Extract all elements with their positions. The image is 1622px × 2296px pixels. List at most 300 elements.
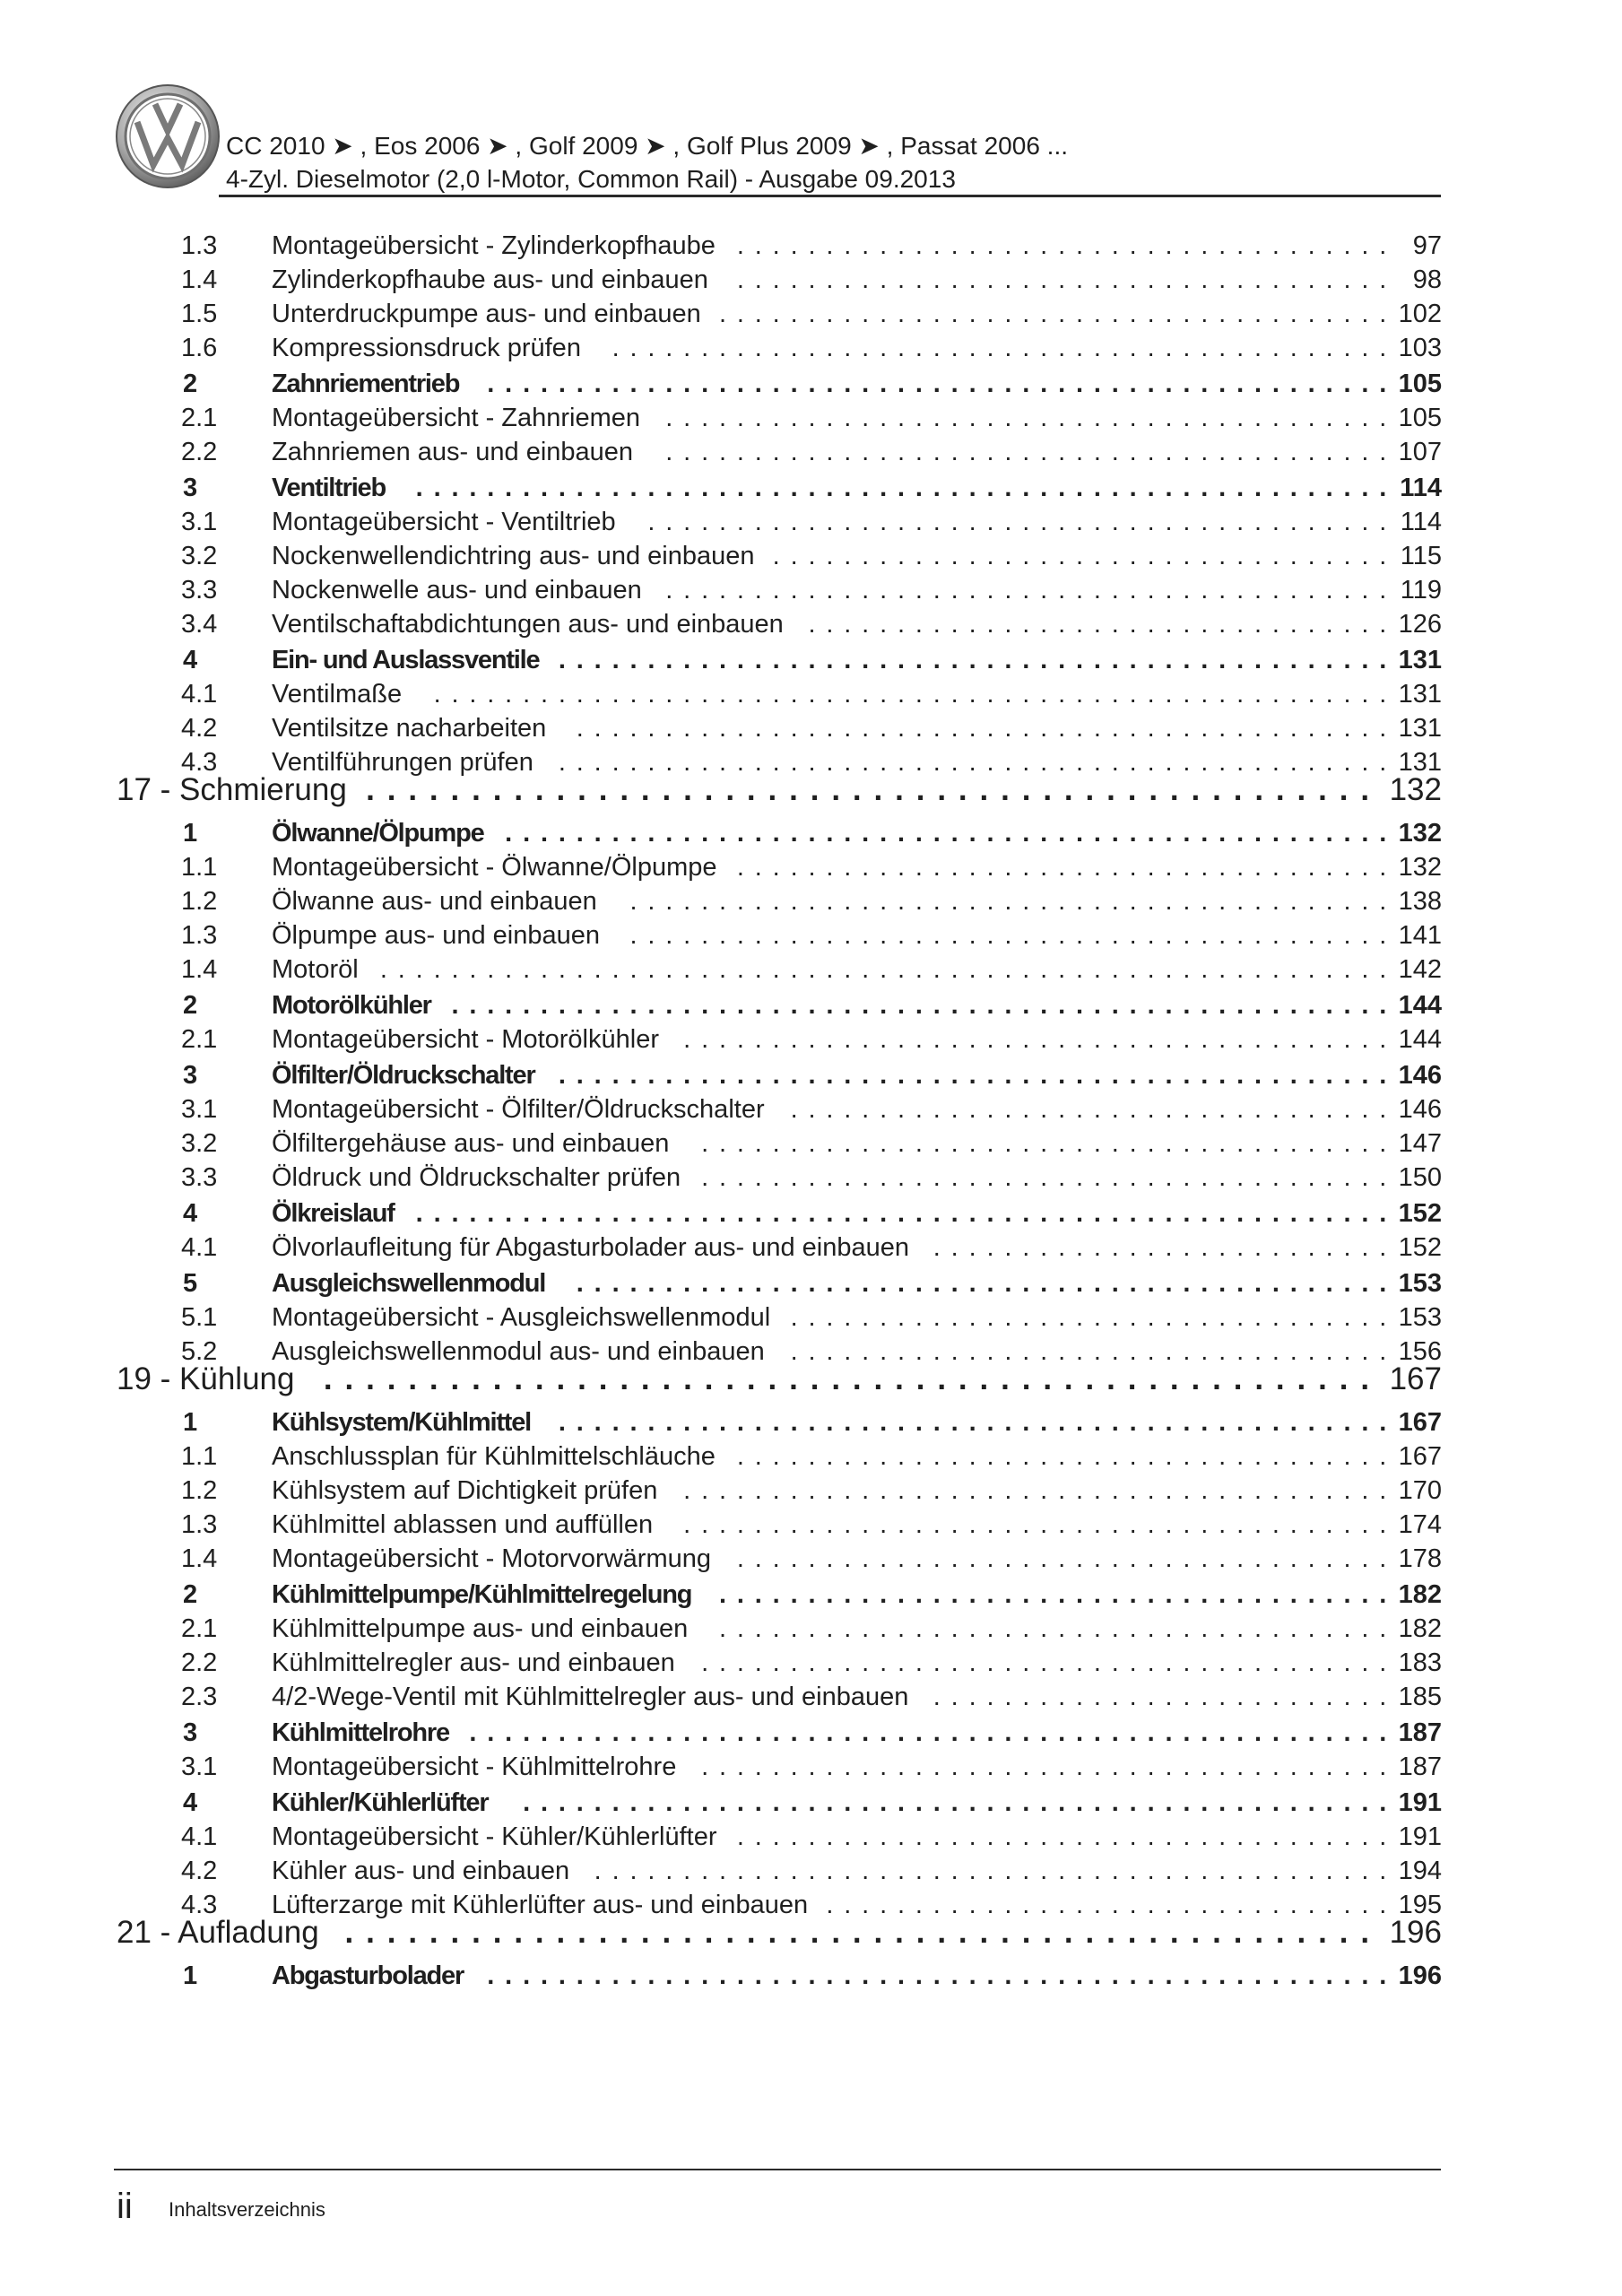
toc-subsection[interactable] — [0, 1855, 1622, 1887]
dot-leader: . — [1129, 853, 1137, 882]
dot-leader: . — [718, 334, 727, 362]
toc-subsection[interactable] — [0, 885, 1622, 918]
dot-leader: . — [1111, 1718, 1119, 1747]
toc-subsection[interactable] — [0, 1023, 1622, 1056]
toc-entry-number: 1.3 — [181, 231, 218, 260]
dot-leader: . — [754, 1857, 762, 1885]
dot-leader: . — [1147, 1408, 1155, 1437]
dot-leader: . — [968, 1303, 976, 1332]
dot-leader: . — [472, 772, 481, 807]
dot-leader: . — [950, 1129, 958, 1158]
dot-leader: . — [492, 1915, 502, 1950]
toc-subsection[interactable] — [0, 1474, 1622, 1507]
dot-leader: . — [897, 1025, 906, 1054]
dot-leader: . — [880, 1752, 888, 1781]
dot-leader: . — [1004, 1857, 1012, 1885]
dot-leader: . — [1165, 1857, 1173, 1885]
dot-leader: . — [523, 1961, 531, 1990]
dot-leader: . — [1183, 955, 1191, 984]
dot-leader: . — [1040, 748, 1048, 777]
dot-leader: . — [1236, 1199, 1245, 1228]
dot-leader: . — [950, 1095, 958, 1124]
dot-leader: . — [1201, 1061, 1209, 1090]
dot-leader: . — [344, 1361, 354, 1396]
dot-leader: . — [1129, 610, 1137, 639]
dot-leader: . — [950, 748, 958, 777]
dot-leader: . — [880, 1129, 888, 1158]
dot-leader: . — [1253, 1891, 1262, 1919]
toc-section[interactable] — [0, 368, 1622, 400]
dot-leader: . — [1075, 1199, 1084, 1228]
dot-leader: . — [1040, 1580, 1048, 1609]
dot-leader: . — [1307, 438, 1315, 466]
dot-leader: . — [1343, 1408, 1351, 1437]
dot-leader: . — [950, 1648, 958, 1677]
dot-leader: . — [366, 1915, 375, 1950]
toc-subsection[interactable] — [0, 919, 1622, 952]
dot-leader: . — [1183, 680, 1191, 709]
toc-section[interactable] — [0, 472, 1622, 504]
dot-leader: . — [880, 334, 888, 362]
dot-leader: . — [1093, 887, 1101, 916]
toc-chapter[interactable] — [0, 1363, 1622, 1396]
dot-leader: . — [1085, 1915, 1095, 1950]
dot-leader: . — [1075, 1442, 1084, 1471]
dot-leader: . — [1040, 1510, 1048, 1539]
dot-leader: . — [647, 1199, 655, 1228]
dot-leader: . — [1147, 1683, 1155, 1711]
dot-leader: . — [1129, 1233, 1137, 1262]
toc-entry-title: Zahnriementrieb — [272, 370, 460, 398]
toc-entry-number: 1.5 — [181, 300, 218, 328]
dot-leader: . — [1236, 265, 1245, 294]
toc-entry-page: 170 — [1398, 1476, 1442, 1505]
dot-leader: . — [1361, 887, 1369, 916]
dot-leader: . — [1147, 1580, 1155, 1609]
dot-leader: . — [1147, 748, 1155, 777]
dot-leader: . — [1289, 1129, 1297, 1158]
dot-leader: . — [523, 991, 531, 1020]
toc-entry-number: 4 — [183, 1788, 196, 1817]
toc-subsection[interactable] — [0, 1509, 1622, 1541]
dot-leader: . — [986, 542, 994, 570]
toc-subsection[interactable] — [0, 1440, 1622, 1473]
dot-leader: . — [1289, 1233, 1297, 1262]
toc-subsection[interactable] — [0, 1127, 1622, 1160]
dot-leader: . — [1075, 542, 1084, 570]
dot-leader: . — [844, 1961, 852, 1990]
dot-leader: . — [558, 370, 566, 398]
dot-leader: . — [1233, 1915, 1243, 1950]
dot-leader: . — [932, 370, 941, 398]
toc-subsection[interactable] — [0, 712, 1622, 744]
dot-leader: . — [1129, 1580, 1137, 1609]
dot-leader: . — [1271, 853, 1279, 882]
dot-leader: . — [612, 1269, 620, 1298]
toc-subsection[interactable] — [0, 953, 1622, 986]
dot-leader: . — [1058, 1614, 1066, 1643]
dot-leader: . — [1236, 1961, 1245, 1990]
dot-leader: . — [1253, 576, 1262, 604]
dot-leader: . — [540, 1199, 549, 1228]
dot-leader: . — [790, 646, 798, 674]
dot-leader: . — [662, 1915, 672, 1950]
dot-leader: . — [1093, 1233, 1101, 1262]
toc-chapter[interactable] — [0, 1917, 1622, 1949]
toc-subsection[interactable] — [0, 608, 1622, 640]
dot-leader: . — [701, 1718, 709, 1747]
dot-leader: . — [1075, 1408, 1084, 1437]
dot-leader: . — [862, 576, 870, 604]
dot-leader: . — [1271, 887, 1279, 916]
dot-leader: . — [612, 680, 620, 709]
dot-leader: . — [594, 1199, 602, 1228]
toc-subsection[interactable] — [0, 574, 1622, 606]
dot-leader: . — [826, 1303, 834, 1332]
dot-leader: . — [1165, 1752, 1173, 1781]
dot-leader: . — [968, 1788, 976, 1817]
dot-leader: . — [725, 772, 735, 807]
dot-leader: . — [576, 1788, 584, 1817]
dot-leader: . — [932, 438, 941, 466]
dot-leader: . — [612, 714, 620, 743]
toc-entry-title: Montageübersicht - Zahnriemen — [272, 404, 641, 432]
dot-leader: . — [1165, 1614, 1173, 1643]
dot-leader: . — [826, 231, 834, 260]
dot-leader: . — [736, 1580, 744, 1609]
toc-section[interactable] — [0, 644, 1622, 676]
dot-leader: . — [1165, 404, 1173, 432]
dot-leader: . — [1289, 1303, 1297, 1332]
dot-leader: . — [880, 748, 888, 777]
dot-leader: . — [701, 1510, 709, 1539]
toc-section[interactable] — [0, 1787, 1622, 1819]
toc-section[interactable] — [0, 1717, 1622, 1749]
dot-leader: . — [844, 1718, 852, 1747]
dot-leader: . — [915, 1476, 923, 1505]
toc-subsection[interactable] — [0, 1301, 1622, 1334]
dot-leader: . — [1271, 1752, 1279, 1781]
dot-leader: . — [1236, 714, 1245, 743]
dot-leader: . — [1093, 1303, 1101, 1332]
dot-leader: . — [429, 1361, 438, 1396]
toc-entry-title: Montageübersicht - Ölwanne/Ölpumpe — [272, 853, 717, 882]
dot-leader: . — [1147, 1857, 1155, 1885]
dot-leader: . — [1129, 438, 1137, 466]
toc-subsection[interactable] — [0, 1681, 1622, 1713]
toc-subsection[interactable] — [0, 1613, 1622, 1645]
dot-leader: . — [1379, 300, 1387, 328]
dot-leader: . — [1253, 300, 1262, 328]
dot-leader: . — [1165, 1408, 1173, 1437]
toc-subsection[interactable] — [0, 851, 1622, 883]
dot-leader: . — [1149, 772, 1158, 807]
dot-leader: . — [594, 1857, 602, 1885]
dot-leader: . — [1111, 404, 1119, 432]
toc-entry-title: Kühlsystem/Kühlmittel — [272, 1408, 532, 1437]
toc-subsection[interactable] — [0, 1231, 1622, 1264]
dot-leader: . — [1093, 1580, 1101, 1609]
dot-leader: . — [701, 1269, 709, 1298]
dot-leader: . — [718, 1025, 727, 1054]
dot-leader: . — [1236, 1822, 1245, 1851]
dot-leader: . — [1343, 1752, 1351, 1781]
dot-leader: . — [1219, 1303, 1227, 1332]
dot-leader: . — [1379, 887, 1387, 916]
dot-leader: . — [968, 1129, 976, 1158]
toc-section[interactable] — [0, 1059, 1622, 1091]
dot-leader: . — [826, 991, 834, 1020]
dot-leader: . — [1040, 819, 1048, 848]
dot-leader: . — [772, 1199, 780, 1228]
dot-leader: . — [701, 819, 709, 848]
toc-entry-page: 131 — [1398, 748, 1442, 777]
dot-leader: . — [594, 1961, 602, 1990]
dot-leader: . — [1271, 1683, 1279, 1711]
toc-section[interactable] — [0, 1406, 1622, 1439]
dot-leader: . — [1253, 1442, 1262, 1471]
dot-leader: . — [1307, 853, 1315, 882]
toc-section[interactable] — [0, 989, 1622, 1022]
dot-leader: . — [1379, 1233, 1387, 1262]
dot-leader: . — [1201, 1580, 1209, 1609]
dot-leader: . — [979, 1915, 989, 1950]
toc-subsection[interactable] — [0, 1751, 1622, 1783]
dot-leader: . — [1183, 1337, 1191, 1366]
dot-leader: . — [1165, 1233, 1173, 1262]
toc-entry-number: 1.3 — [181, 1510, 218, 1539]
dot-leader: . — [1075, 438, 1084, 466]
toc-subsection[interactable] — [0, 678, 1622, 710]
dot-leader: . — [1129, 474, 1137, 502]
toc-subsection[interactable] — [0, 1543, 1622, 1575]
dot-leader: . — [1219, 887, 1227, 916]
toc-subsection[interactable] — [0, 436, 1622, 468]
dot-leader: . — [1022, 1752, 1030, 1781]
dot-leader: . — [1040, 438, 1048, 466]
dot-leader: . — [1271, 1199, 1279, 1228]
dot-leader: . — [897, 991, 906, 1020]
dot-leader: . — [968, 1163, 976, 1192]
dot-leader: . — [1022, 1476, 1030, 1505]
dot-leader: . — [754, 508, 762, 536]
toc-entry-number: 3 — [183, 1718, 196, 1747]
dot-leader: . — [492, 772, 502, 807]
dot-leader: . — [1343, 542, 1351, 570]
dot-leader: . — [736, 334, 744, 362]
dot-leader: . — [915, 265, 923, 294]
dot-leader: . — [1001, 1915, 1010, 1950]
dot-leader: . — [1111, 819, 1119, 848]
dot-leader: . — [1343, 1961, 1351, 1990]
dot-leader: . — [1307, 991, 1315, 1020]
dot-leader: . — [1219, 1025, 1227, 1054]
dot-leader: . — [1111, 370, 1119, 398]
dot-leader: . — [932, 955, 941, 984]
dot-leader: . — [790, 1510, 798, 1539]
dot-leader: . — [1343, 1025, 1351, 1054]
toc-entry-title: Montageübersicht - Motorvorwärmung — [272, 1544, 711, 1573]
dot-leader: . — [826, 1857, 834, 1885]
dot-leader: . — [1022, 1269, 1030, 1298]
dot-leader: . — [1129, 1303, 1137, 1332]
dot-leader: . — [1201, 1442, 1209, 1471]
toc-entry-title: Kühlmittelregler aus- und einbauen — [272, 1648, 675, 1677]
dot-leader: . — [862, 1718, 870, 1747]
dot-leader: . — [844, 1648, 852, 1677]
toc-entry-page: 119 — [1400, 576, 1442, 604]
toc-subsection[interactable] — [0, 506, 1622, 538]
dot-leader: . — [1004, 955, 1012, 984]
dot-leader: . — [950, 1580, 958, 1609]
toc-subsection[interactable] — [0, 1647, 1622, 1679]
dot-leader: . — [968, 1408, 976, 1437]
dot-leader: . — [1004, 1476, 1012, 1505]
toc-section[interactable] — [0, 1578, 1622, 1611]
dot-leader: . — [1343, 1337, 1351, 1366]
dot-leader: . — [950, 231, 958, 260]
toc-subsection[interactable] — [0, 264, 1622, 296]
dot-leader: . — [1325, 714, 1333, 743]
dot-leader: . — [523, 1788, 531, 1817]
toc-subsection[interactable] — [0, 402, 1622, 434]
dot-leader: . — [1271, 334, 1279, 362]
toc-subsection[interactable] — [0, 298, 1622, 330]
dot-leader: . — [790, 819, 798, 848]
dot-leader: . — [1183, 1788, 1191, 1817]
dot-leader: . — [1183, 1580, 1191, 1609]
dot-leader: . — [968, 955, 976, 984]
dot-leader: . — [1183, 1303, 1191, 1332]
dot-leader: . — [754, 1061, 762, 1090]
dot-leader: . — [1379, 370, 1387, 398]
dot-leader: . — [701, 576, 709, 604]
dot-leader: . — [754, 1269, 762, 1298]
toc-subsection[interactable] — [0, 1821, 1622, 1853]
dot-leader: . — [1106, 1915, 1115, 1950]
toc-subsection[interactable] — [0, 540, 1622, 572]
dot-leader: . — [968, 542, 976, 570]
dot-leader: . — [1201, 819, 1209, 848]
dot-leader: . — [1361, 1199, 1369, 1228]
dot-leader: . — [1040, 1408, 1048, 1437]
dot-leader: . — [1147, 1025, 1155, 1054]
dot-leader: . — [1253, 1648, 1262, 1677]
toc-section[interactable] — [0, 1960, 1622, 1992]
dot-leader: . — [831, 1915, 841, 1950]
toc-subsection[interactable] — [0, 1093, 1622, 1126]
dot-leader: . — [1093, 404, 1101, 432]
dot-leader: . — [862, 542, 870, 570]
toc-entry-number: 2 — [183, 1580, 196, 1609]
dot-leader: . — [1093, 334, 1101, 362]
dot-leader: . — [1111, 1961, 1119, 1990]
dot-leader: . — [718, 1510, 727, 1539]
dot-leader: . — [1147, 1961, 1155, 1990]
dot-leader: . — [1325, 1163, 1333, 1192]
toc-section[interactable] — [0, 817, 1622, 849]
dot-leader: . — [1129, 265, 1137, 294]
dot-leader: . — [932, 1442, 941, 1471]
dot-leader: . — [1219, 1476, 1227, 1505]
dot-leader: . — [1343, 1303, 1351, 1332]
dot-leader: . — [540, 1718, 549, 1747]
dot-leader: . — [790, 1095, 798, 1124]
toc-chapter[interactable] — [0, 774, 1622, 806]
dot-leader: . — [1129, 1442, 1137, 1471]
dot-leader: . — [736, 955, 744, 984]
dot-leader: . — [1058, 921, 1066, 950]
dot-leader: . — [950, 887, 958, 916]
dot-leader: . — [772, 1752, 780, 1781]
dot-leader: . — [1058, 1857, 1066, 1885]
toc-subsection[interactable] — [0, 1161, 1622, 1194]
dot-leader: . — [915, 887, 923, 916]
dot-leader: . — [986, 1752, 994, 1781]
dot-leader: . — [594, 714, 602, 743]
dot-leader: . — [1058, 1095, 1066, 1124]
dot-leader: . — [1058, 680, 1066, 709]
toc-entry-page: 98 — [1412, 265, 1442, 294]
dot-leader: . — [1093, 1891, 1101, 1919]
dot-leader: . — [1004, 646, 1012, 674]
dot-leader: . — [968, 1269, 976, 1298]
dot-leader: . — [647, 1961, 655, 1990]
toc-subsection[interactable] — [0, 332, 1622, 364]
toc-entry-page: 146 — [1398, 1095, 1442, 1124]
dot-leader: . — [1343, 921, 1351, 950]
dot-leader: . — [790, 265, 798, 294]
dot-leader: . — [826, 748, 834, 777]
dot-leader: . — [1307, 1408, 1315, 1437]
dot-leader: . — [1379, 1025, 1387, 1054]
header-engine-line: 4-Zyl. Dieselmotor (2,0 l-Motor, Common Rail) - Ausgabe 09.2013 — [226, 165, 956, 193]
dot-leader: . — [844, 300, 852, 328]
dot-leader: . — [968, 474, 976, 502]
dot-leader: . — [1165, 1718, 1173, 1747]
dot-leader: . — [950, 1891, 958, 1919]
dot-leader: . — [1361, 300, 1369, 328]
toc-section[interactable] — [0, 1197, 1622, 1230]
dot-leader: . — [772, 300, 780, 328]
dot-leader: . — [665, 1788, 673, 1817]
dot-leader: . — [1236, 404, 1245, 432]
dot-leader: . — [647, 646, 655, 674]
dot-leader: . — [629, 1788, 638, 1817]
toc-entry-page: 182 — [1398, 1580, 1442, 1609]
dot-leader: . — [1271, 955, 1279, 984]
dot-leader: . — [1129, 542, 1137, 570]
dot-leader: . — [844, 1510, 852, 1539]
dot-leader: . — [487, 680, 495, 709]
dot-leader: . — [986, 508, 994, 536]
dot-leader: . — [826, 334, 834, 362]
toc-subsection[interactable] — [0, 230, 1622, 262]
dot-leader: . — [1379, 1510, 1387, 1539]
dot-leader: . — [880, 1718, 888, 1747]
dot-leader: . — [1307, 370, 1315, 398]
dot-leader: . — [701, 1061, 709, 1090]
dot-leader: . — [1201, 508, 1209, 536]
dot-leader: . — [1361, 1857, 1369, 1885]
dot-leader: . — [1165, 576, 1173, 604]
dot-leader: . — [790, 508, 798, 536]
dot-leader: . — [862, 1788, 870, 1817]
dot-leader: . — [950, 1510, 958, 1539]
dot-leader: . — [665, 1061, 673, 1090]
toc-section[interactable] — [0, 1267, 1622, 1300]
dot-leader: . — [1289, 1269, 1297, 1298]
